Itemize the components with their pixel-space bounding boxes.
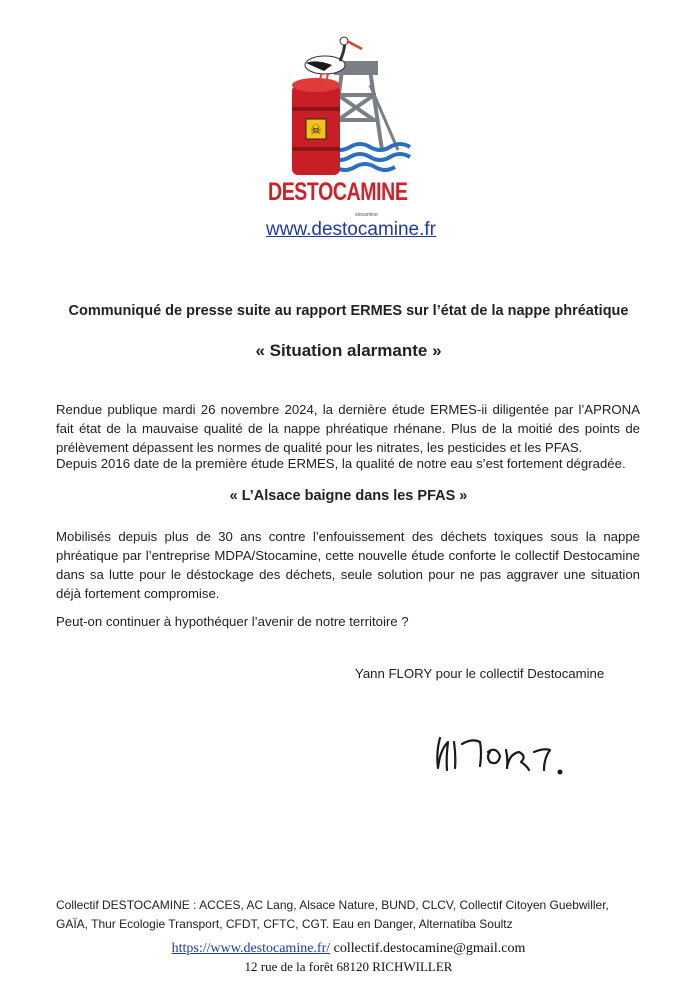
- signature-line: Yann FLORY pour le collectif Destocamine: [355, 666, 605, 681]
- page-title: Communiqué de presse suite au rapport ERMES sur l’état de la nappe phréatique: [68, 303, 629, 319]
- website-link[interactable]: www.destocamine.fr: [266, 219, 437, 240]
- section-title: « L’Alsace baigne dans les PFAS »: [229, 488, 468, 504]
- footer-address: 12 rue de la forêt 68120 RICHWILLER: [244, 959, 453, 974]
- paragraph-intro: Rendue publique mardi 26 novembre 2024, la dernière étude ERMES-ii diligentée par l’APRONA fait état de la mauvaise qualité de la nappe phréatique rhénane. Plus de la moitié des points de prélèvement dépassent les normes de qualité pour les nitrates, les pesticides et les PFAS.: [56, 402, 640, 455]
- paragraph-degradation: Depuis 2016 date de la première étude ERMES, la qualité de notre eau s’est fortement dégradée.: [56, 456, 626, 471]
- barrel-icon: [292, 78, 340, 175]
- footer-email[interactable]: collectif.destocamine@gmail.com: [333, 941, 526, 956]
- footer-contact: [0, 941, 697, 957]
- footer-website-link[interactable]: https://www.destocamine.fr/: [171, 941, 331, 956]
- svg-text:☠: ☠: [310, 123, 322, 138]
- press-subtitle: « Situation alarmante »: [255, 341, 442, 360]
- footer-members: Collectif DESTOCAMINE : ACCES, AC Lang, Alsace Nature, BUND, CLCV, Collectif Citoyen Guebwiller, GAÏA, Thur Ecologie Transport, CFDT, CFTC, CGT. Eau en Danger, Alternatiba Soultz: [56, 898, 609, 931]
- logo-brand-text: DESTOCAMINE: [268, 178, 408, 206]
- handwritten-signature: [396, 700, 636, 800]
- logo-small-text: stocamine: [355, 212, 378, 218]
- headframe-icon: [332, 63, 398, 150]
- paragraph-question: Peut-on continuer à hypothéquer l’avenir de notre territoire ?: [56, 614, 409, 629]
- paragraph-mobilisation: Mobilisés depuis plus de 30 ans contre l’enfouissement des déchets toxiques sous la nappe phréatique par l’entreprise MDPA/Stocamine, cette nouvelle étude conforte le collectif Destocamine dans sa lutte pour le déstockage des déchets, seule solution pour ne pas aggraver une situation déjà fortement compromise.: [56, 529, 640, 601]
